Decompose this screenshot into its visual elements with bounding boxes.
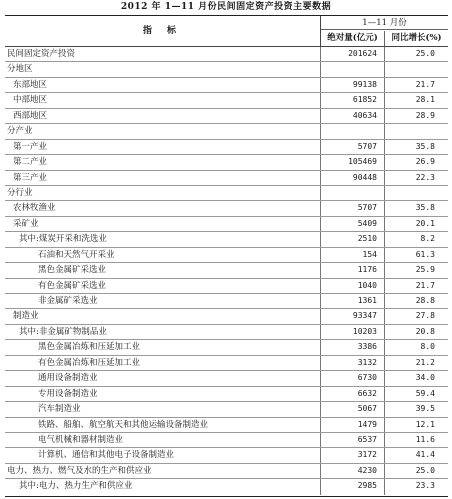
- row-label: 第一产业: [5, 140, 321, 154]
- row-absolute-value: 40634: [321, 109, 385, 123]
- row-growth-value: 41.4: [415, 450, 435, 460]
- row-label: 通用设备制造业: [5, 371, 321, 385]
- table-row: [5, 186, 448, 201]
- row-absolute-value: 10203: [321, 325, 385, 339]
- row-label: 有色金属矿采选业: [5, 279, 321, 293]
- row-growth-value: 20.1: [415, 218, 435, 228]
- row-growth-value: 28.9: [415, 110, 435, 120]
- row-absolute-value: 3132: [321, 356, 385, 370]
- row-label: 民间固定资产投资: [5, 47, 321, 61]
- row-growth-value: 21.7: [415, 280, 435, 290]
- row-absolute-value: 3386: [321, 340, 385, 354]
- row-label: 石油和天然气开采业: [5, 248, 321, 262]
- table-row: [5, 155, 448, 170]
- table-row: [5, 309, 448, 324]
- row-label: 中部地区: [5, 93, 321, 107]
- table-row: [5, 109, 448, 124]
- table-row: [5, 279, 448, 294]
- table-row: [5, 479, 448, 494]
- table-row: [5, 263, 448, 278]
- table-header: [5, 16, 448, 47]
- table-row: [5, 171, 448, 186]
- row-label: 西部地区: [5, 109, 321, 123]
- row-label: 分产业: [5, 124, 321, 138]
- indicator-header: 指 标: [5, 16, 321, 46]
- row-absolute-value: 99138: [321, 78, 385, 92]
- row-label: 其中:电力、热力生产和供应业: [5, 479, 321, 494]
- table-row: [5, 124, 448, 139]
- table-row: [5, 325, 448, 340]
- table-row: [5, 448, 448, 463]
- growth-header: 同比增长(%): [391, 33, 442, 43]
- row-label: 黑色金属矿采选业: [5, 263, 321, 277]
- row-absolute-value: [321, 186, 385, 200]
- row-absolute-value: 1040: [321, 279, 385, 293]
- table-row: [5, 294, 448, 309]
- row-growth-value: 35.8: [415, 203, 435, 213]
- row-growth-value: 35.8: [415, 141, 435, 151]
- row-growth-value: 12.1: [415, 419, 435, 429]
- table-row: [5, 201, 448, 216]
- row-absolute-value: 1361: [321, 294, 385, 308]
- row-growth-value: 25.0: [415, 49, 435, 58]
- table-row: [5, 217, 448, 232]
- row-growth-value: 27.8: [415, 311, 435, 321]
- row-absolute-value: 5707: [321, 201, 385, 215]
- row-absolute-value: 4230: [321, 464, 385, 478]
- table-row: [5, 47, 448, 62]
- row-label: 分行业: [5, 186, 321, 200]
- row-label: 其中:非金属矿物制品业: [5, 325, 321, 339]
- table-row: [5, 93, 448, 108]
- table-row: [5, 232, 448, 247]
- row-growth-value: 21.7: [415, 79, 435, 89]
- row-growth-value: [385, 62, 448, 76]
- row-absolute-value: 6632: [321, 387, 385, 401]
- row-growth-value: 23.3: [415, 481, 435, 491]
- data-table: [5, 15, 448, 497]
- row-growth-value: [385, 124, 448, 138]
- row-absolute-value: 1479: [321, 418, 385, 432]
- row-label: 第二产业: [5, 155, 321, 169]
- row-absolute-value: 90448: [321, 171, 385, 185]
- row-label: 采矿业: [5, 217, 321, 231]
- table-body: [5, 47, 448, 495]
- row-growth-value: 59.4: [415, 388, 435, 398]
- row-absolute-value: 2985: [321, 479, 385, 494]
- table-row: [5, 433, 448, 448]
- row-label: 有色金属冶炼和压延加工业: [5, 356, 321, 370]
- row-label: 农林牧渔业: [5, 201, 321, 215]
- row-label: 专用设备制造业: [5, 387, 321, 401]
- row-label: 汽车制造业: [5, 402, 321, 416]
- row-absolute-value: 1176: [321, 263, 385, 277]
- row-growth-value: 25.9: [415, 265, 435, 275]
- table-title: 2012 年 1—11 月份民间固定资产投资主要数据: [120, 2, 332, 12]
- row-growth-value: 39.5: [415, 404, 435, 414]
- period-header: 1—11 月份: [321, 16, 448, 30]
- table-row: [5, 371, 448, 386]
- row-growth-value: 20.8: [415, 326, 435, 336]
- absolute-header: 绝对量(亿元): [321, 31, 385, 46]
- row-growth-value: 25.0: [415, 465, 435, 475]
- row-growth-value: 28.8: [415, 296, 435, 305]
- row-absolute-value: 61852: [321, 93, 385, 107]
- table-row: [5, 248, 448, 263]
- row-absolute-value: 3172: [321, 448, 385, 462]
- row-growth-value: 8.0: [420, 342, 435, 352]
- row-label: 电气机械和器材制造业: [5, 433, 321, 447]
- row-label: 分地区: [5, 62, 321, 76]
- table-row: [5, 356, 448, 371]
- row-absolute-value: 6730: [321, 371, 385, 385]
- row-label: 非金属矿采选业: [5, 294, 321, 308]
- row-growth-value: 34.0: [415, 373, 435, 383]
- row-absolute-value: [321, 124, 385, 138]
- row-label: 铁路、船舶、航空航天和其他运输设备制造业: [5, 418, 321, 432]
- row-absolute-value: 2510: [321, 232, 385, 246]
- row-growth-value: [385, 186, 448, 200]
- table-row: [5, 464, 448, 479]
- row-absolute-value: 93347: [321, 309, 385, 323]
- table-row: [5, 78, 448, 93]
- row-growth-value: 28.1: [415, 95, 435, 105]
- row-absolute-value: 6537: [321, 433, 385, 447]
- row-label: 计算机、通信和其他电子设备制造业: [5, 448, 321, 462]
- row-growth-value: 61.3: [415, 249, 435, 259]
- row-absolute-value: 5067: [321, 402, 385, 416]
- row-label: 电力、热力、燃气及水的生产和供应业: [5, 464, 321, 478]
- row-absolute-value: 201624: [321, 47, 385, 61]
- table-row: [5, 340, 448, 355]
- row-growth-value: 11.6: [415, 434, 435, 444]
- row-growth-value: 21.2: [415, 357, 435, 367]
- row-growth-value: 26.9: [415, 157, 435, 167]
- row-absolute-value: 105469: [321, 155, 385, 169]
- row-absolute-value: 5707: [321, 140, 385, 154]
- row-label: 黑色金属冶炼和压延加工业: [5, 340, 321, 354]
- row-absolute-value: 5409: [321, 217, 385, 231]
- row-absolute-value: 154: [321, 248, 385, 262]
- row-label: 其中:煤炭开采和洗选业: [5, 232, 321, 246]
- row-label: 第三产业: [5, 171, 321, 185]
- table-row: [5, 402, 448, 417]
- row-label: 东部地区: [5, 78, 321, 92]
- row-growth-value: 22.3: [415, 172, 435, 182]
- row-absolute-value: [321, 62, 385, 76]
- row-label: 制造业: [5, 309, 321, 323]
- table-row: [5, 140, 448, 155]
- table-row: [5, 418, 448, 433]
- row-growth-value: 8.2: [420, 234, 435, 244]
- table-row: [5, 387, 448, 402]
- table-row: [5, 62, 448, 77]
